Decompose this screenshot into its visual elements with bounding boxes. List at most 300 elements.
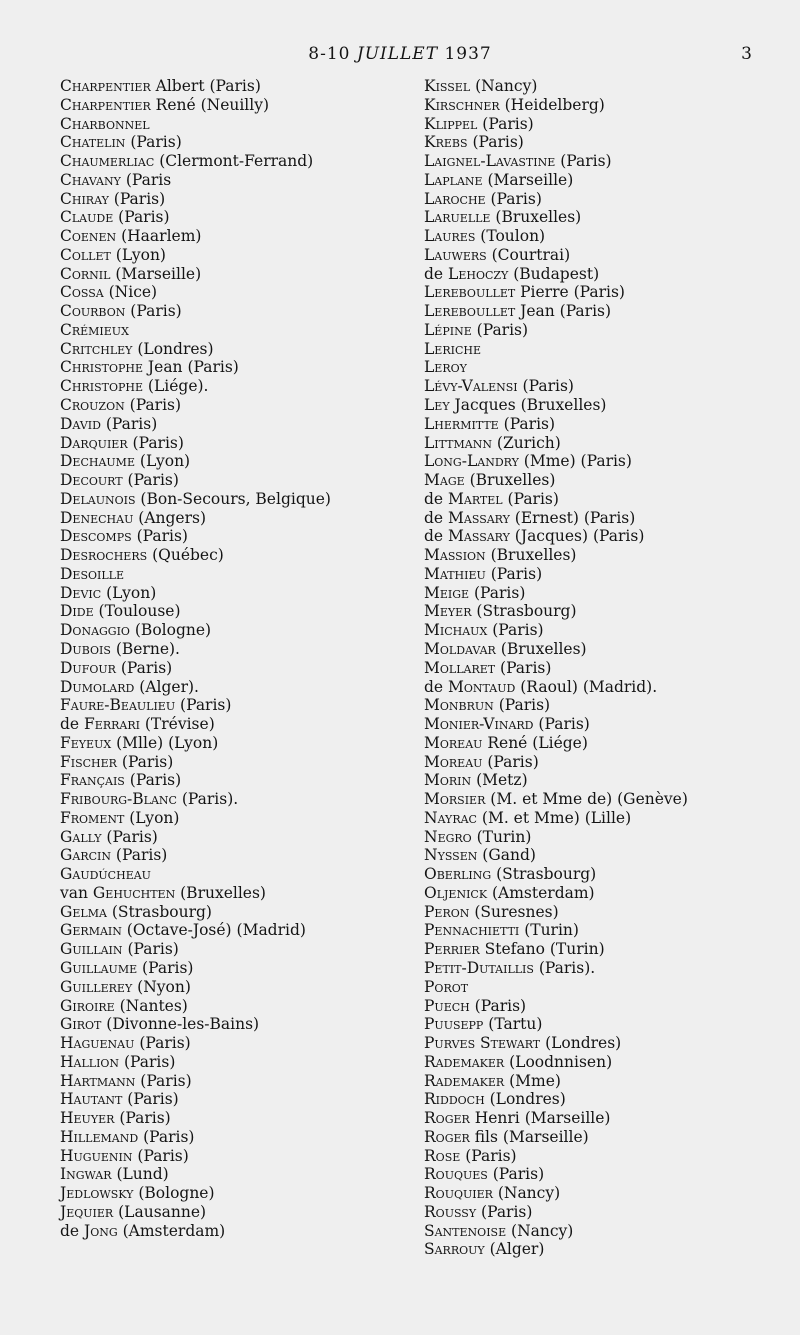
participant-surname: Dide — [60, 602, 94, 621]
participant-details: (Paris) — [108, 189, 166, 208]
participant-details: (Haarlem) — [116, 227, 202, 246]
participant-details: (Lyon) — [124, 808, 180, 827]
participant-entry — [60, 734, 400, 753]
participant-details: (Mlle) (Lyon) — [111, 733, 219, 752]
header-date-day: 8-10 — [308, 44, 357, 64]
participant-details: (Paris) — [477, 114, 534, 133]
participant-entry — [60, 959, 400, 978]
participant-surname: Hallion — [60, 1052, 120, 1071]
participant-entry — [424, 96, 794, 115]
participant-entry — [424, 152, 794, 171]
participant-particle: de — [424, 508, 449, 527]
participant-entry — [424, 790, 794, 809]
participant-details: (Paris) — [487, 1165, 545, 1184]
participant-entry — [424, 715, 794, 734]
participant-entry — [60, 546, 400, 565]
participant-details: (Paris) — [485, 564, 543, 583]
participant-surname: Santenoise — [424, 1221, 507, 1240]
participant-entry — [424, 678, 794, 697]
participant-details: (Paris) — [131, 527, 188, 546]
participant-entry — [424, 771, 794, 790]
participant-details: (Jacques) (Paris) — [509, 527, 645, 546]
participant-entry — [424, 115, 794, 134]
participant-entry — [424, 1034, 794, 1053]
participant-surname: Roger — [424, 1127, 470, 1146]
participant-entry — [60, 152, 400, 171]
participant-entry — [424, 509, 794, 528]
participant-entry — [424, 659, 794, 678]
participant-surname: Massion — [424, 546, 486, 565]
participant-surname: Petit-Dutaillis — [424, 958, 534, 977]
participant-entry — [60, 1147, 400, 1166]
participant-entry — [424, 471, 794, 490]
participant-surname: Collet — [60, 245, 111, 264]
participant-surname: Jedlowsky — [60, 1184, 134, 1203]
participant-entry — [60, 1090, 400, 1109]
participant-surname: Gally — [60, 827, 102, 846]
participant-entry — [60, 809, 400, 828]
participant-details: (Paris). — [533, 958, 596, 977]
participant-details: (Lausanne) — [113, 1202, 207, 1221]
participant-surname: Pennachietti — [424, 921, 520, 940]
participant-details: (Paris) — [555, 152, 612, 171]
participant-entry — [60, 133, 400, 152]
participant-entry — [60, 978, 400, 997]
participant-entry — [60, 753, 400, 772]
participant-details: (Strasbourg) — [491, 865, 597, 884]
participant-details: (Paris) — [111, 846, 168, 865]
participant-details: (Octave-José) (Madrid) — [121, 921, 306, 940]
participant-surname: Fischer — [60, 752, 117, 771]
participant-surname: Lauwers — [424, 245, 487, 264]
participant-entry — [60, 340, 400, 359]
participant-entry — [60, 790, 400, 809]
participant-details: (Paris) — [469, 996, 527, 1015]
participant-details: (Lyon) — [101, 583, 157, 602]
participant-entry — [60, 509, 400, 528]
participant-surname: Garcin — [60, 846, 111, 865]
participant-details: (Québec) — [147, 546, 224, 565]
participant-details: (Paris) — [487, 621, 544, 640]
participant-surname: Jong — [84, 1221, 118, 1240]
participant-details: (Turin) — [519, 921, 579, 940]
participant-entry — [424, 921, 794, 940]
participant-details: (Bruxelles) — [485, 546, 577, 565]
participant-entry — [60, 1184, 400, 1203]
participant-surname: Lépine — [424, 320, 472, 339]
participant-details: (Paris) — [469, 583, 526, 602]
participant-surname: Leriche — [424, 339, 481, 358]
participant-surname: Decourt — [60, 471, 123, 490]
participant-surname: Fribourg-Blanc — [60, 790, 177, 809]
participant-entry — [424, 283, 794, 302]
participant-details: (Paris) — [493, 696, 551, 715]
participant-entry — [60, 678, 400, 697]
participant-surname: Denechau — [60, 508, 134, 527]
participant-surname: Long-Landry — [424, 452, 519, 471]
participant-details: (Amsterdam) — [487, 883, 595, 902]
participant-details: Jean (Paris) — [143, 358, 239, 377]
participant-details: (Bruxelles) — [464, 471, 556, 490]
participant-details: (Nantes) — [114, 996, 188, 1015]
participant-surname: Gehuchten — [92, 883, 176, 902]
participant-details: Henri (Marseille) — [469, 1109, 611, 1128]
participant-entry — [60, 115, 400, 134]
participant-entry — [424, 1015, 794, 1034]
participant-entry — [60, 621, 400, 640]
participant-surname: Morsier — [424, 790, 486, 809]
participant-entry — [60, 1165, 400, 1184]
participant-surname: Morin — [424, 771, 472, 790]
participant-entry — [424, 1053, 794, 1072]
participant-details: (Paris) — [113, 208, 170, 227]
participant-entry — [60, 565, 400, 584]
participant-details: (Lund) — [111, 1165, 169, 1184]
header-date-year: 1937 — [438, 44, 492, 64]
participant-details: (Paris) — [127, 433, 184, 452]
participant-surname: Meyer — [424, 602, 472, 621]
participant-surname: Christophe — [60, 358, 143, 377]
participant-surname: Dechaume — [60, 452, 135, 471]
participant-surname: Kirschner — [424, 95, 500, 114]
participant-surname: Ferrari — [84, 715, 140, 734]
participant-details: (Paris) — [467, 133, 524, 152]
participant-particle: de — [60, 715, 85, 734]
participant-surname: Chaumerliac — [60, 152, 155, 171]
header-date — [0, 44, 800, 64]
participant-entry — [60, 640, 400, 659]
participant-entry — [60, 1203, 400, 1222]
participant-entry — [60, 283, 400, 302]
participant-details: (Gand) — [477, 846, 536, 865]
participant-entry — [424, 527, 794, 546]
participant-surname: Charbonnel — [60, 114, 150, 133]
participant-details: (Trévise) — [139, 715, 215, 734]
participant-entry — [424, 1109, 794, 1128]
participant-surname: Mage — [424, 471, 465, 490]
participant-surname: Laplane — [424, 170, 483, 189]
participant-surname: Rademaker — [424, 1071, 505, 1090]
participant-entry — [424, 828, 794, 847]
participant-surname: Mathieu — [424, 564, 486, 583]
participant-entry — [60, 452, 400, 471]
participant-details: (Strasbourg) — [106, 902, 212, 921]
participant-details: (Paris) — [122, 471, 179, 490]
participant-details: (Paris) — [134, 1034, 191, 1053]
participant-details: (Paris) — [124, 771, 182, 790]
participant-entry — [424, 903, 794, 922]
participant-entry — [424, 959, 794, 978]
participant-entry — [424, 640, 794, 659]
participant-surname: Faure-Beaulieu — [60, 696, 176, 715]
participant-details: (Tartu) — [483, 1015, 543, 1034]
participant-surname: Krebs — [424, 133, 468, 152]
participant-details: (Paris) — [517, 377, 574, 396]
participant-entry — [60, 1015, 400, 1034]
participant-surname: Porot — [424, 977, 469, 996]
participant-entry — [424, 77, 794, 96]
participant-surname: Rouquier — [424, 1184, 493, 1203]
participant-particle: de — [424, 489, 449, 508]
participant-surname: Français — [60, 771, 125, 790]
participant-surname: Chavany — [60, 170, 121, 189]
participant-surname: Crouzon — [60, 396, 125, 415]
participant-details: (Divonne-les-Bains) — [101, 1015, 260, 1034]
participant-details: (Paris) — [115, 658, 173, 677]
participant-entry — [424, 396, 794, 415]
participant-particle: de — [424, 527, 449, 546]
participant-surname: Haguenau — [60, 1034, 135, 1053]
participant-entry — [60, 302, 400, 321]
participant-surname: Martel — [448, 489, 503, 508]
participant-details: (Paris) — [502, 489, 559, 508]
participant-surname: Hartmann — [60, 1071, 136, 1090]
participant-surname: Desoille — [60, 564, 124, 583]
participant-entry — [60, 584, 400, 603]
participant-surname: Dubois — [60, 639, 111, 658]
participant-entry — [424, 940, 794, 959]
participant-surname: Froment — [60, 808, 125, 827]
participant-entry — [60, 828, 400, 847]
participant-entry — [424, 565, 794, 584]
participant-entry — [60, 1072, 400, 1091]
participant-surname: Massary — [448, 527, 510, 546]
participant-details: (Paris) — [482, 752, 539, 771]
participant-details: (Paris) — [138, 1127, 195, 1146]
participant-entry — [424, 133, 794, 152]
participant-entry — [60, 903, 400, 922]
participant-entry — [424, 865, 794, 884]
participant-surname: Claude — [60, 208, 114, 227]
participant-surname: Laroche — [424, 189, 486, 208]
participant-details: (Budapest) — [508, 264, 600, 283]
participant-entry — [424, 190, 794, 209]
participant-details: (Paris) — [116, 752, 174, 771]
participant-entry — [424, 490, 794, 509]
participant-list-left — [60, 77, 400, 1240]
participant-entry — [424, 321, 794, 340]
participant-details: (Bruxelles) — [495, 639, 587, 658]
participant-entry — [424, 621, 794, 640]
participant-details: (Londres) — [132, 339, 214, 358]
participant-details: (Berne). — [110, 639, 180, 658]
participant-surname: Hautant — [60, 1090, 123, 1109]
participant-details: (Paris) — [124, 396, 182, 415]
participant-details: (Paris) — [101, 827, 158, 846]
participant-surname: Huguenin — [60, 1146, 133, 1165]
participant-surname: Lévy-Valensi — [424, 377, 518, 396]
participant-entry — [424, 1090, 794, 1109]
participant-surname: Riddoch — [424, 1090, 485, 1109]
participant-entry — [60, 884, 400, 903]
participant-entry — [60, 846, 400, 865]
participant-details: (Toulon) — [475, 227, 546, 246]
participant-entry — [424, 1147, 794, 1166]
participant-surname: Feyeux — [60, 733, 112, 752]
participant-details: René (Neuilly) — [150, 95, 270, 114]
participant-surname: Charpentier — [60, 95, 151, 114]
participant-details: (Bon-Secours, Belgique) — [135, 489, 331, 508]
participant-details: (Amsterdam) — [117, 1221, 226, 1240]
participant-entry — [424, 1128, 794, 1147]
participant-entry — [424, 602, 794, 621]
participant-entry — [424, 302, 794, 321]
participant-entry — [424, 884, 794, 903]
participant-entry — [60, 265, 400, 284]
participant-entry — [60, 865, 400, 884]
participant-surname: Christophe — [60, 377, 143, 396]
participant-surname: Monbrun — [424, 696, 494, 715]
participant-entry — [60, 396, 400, 415]
participant-surname: Klippel — [424, 114, 478, 133]
participant-details: (Bruxelles) — [175, 883, 266, 902]
participant-surname: Chatelin — [60, 133, 126, 152]
participant-entry — [424, 753, 794, 772]
participant-surname: Guillaume — [60, 958, 138, 977]
participant-details: (Bologne) — [133, 1184, 215, 1203]
participant-entry — [60, 96, 400, 115]
participant-entry — [60, 471, 400, 490]
participant-entry — [60, 527, 400, 546]
participant-details: (Paris) — [471, 320, 529, 339]
participant-details: (Ernest) (Paris) — [509, 508, 636, 527]
participant-particle: van — [60, 883, 93, 902]
participant-details: (Suresnes) — [469, 902, 559, 921]
participant-surname: Guillain — [60, 940, 123, 959]
participant-entry — [424, 1165, 794, 1184]
participant-details: (Paris) — [533, 715, 590, 734]
participant-details: (Alger) — [484, 1240, 545, 1259]
participant-details: (M. et Mme de) (Genève) — [485, 790, 688, 809]
participant-details: René (Liége) — [482, 733, 588, 752]
participant-surname: Giroire — [60, 996, 115, 1015]
participant-details: (Zurich) — [491, 433, 561, 452]
participant-list-right — [424, 77, 794, 1259]
participant-details: (Raoul) (Madrid). — [515, 677, 658, 696]
participant-surname: Purves Stewart — [424, 1034, 541, 1053]
participant-details: (Angers) — [133, 508, 206, 527]
participant-details: (Turin) — [471, 827, 532, 846]
participant-details: (Strasbourg) — [471, 602, 577, 621]
participant-surname: Montaud — [448, 677, 516, 696]
participant-entry — [60, 358, 400, 377]
participant-entry — [424, 434, 794, 453]
participant-details: (M. et Mme) (Lille) — [476, 808, 632, 827]
participant-details: (Paris) — [119, 1052, 176, 1071]
participant-surname: Lereboullet — [424, 302, 516, 321]
participant-details: (Clermont-Ferrand) — [154, 152, 314, 171]
participant-entry — [424, 377, 794, 396]
participant-surname: Negro — [424, 827, 472, 846]
participant-details: Jacques (Bruxelles) — [449, 396, 607, 415]
page-number: 3 — [741, 44, 752, 64]
participant-entry — [60, 1222, 400, 1241]
participant-surname: Hillemand — [60, 1127, 139, 1146]
participant-entry — [424, 171, 794, 190]
participant-details: (Mme) — [504, 1071, 561, 1090]
participant-entry — [60, 696, 400, 715]
participant-details: (Londres) — [540, 1034, 622, 1053]
participant-entry — [60, 921, 400, 940]
participant-details: (Mme) (Paris) — [518, 452, 632, 471]
participant-surname: Cossa — [60, 283, 104, 302]
participant-entry — [60, 77, 400, 96]
participant-details: (Paris) — [122, 1090, 179, 1109]
participant-surname: Laignel-Lavastine — [424, 152, 556, 171]
participant-entry — [424, 1240, 794, 1259]
participant-surname: Leroy — [424, 358, 467, 377]
participant-details: (Nancy) — [492, 1184, 561, 1203]
participant-details: (Paris). — [176, 790, 239, 809]
participant-details: (Paris — [120, 170, 172, 189]
participant-details: (Paris) — [137, 958, 194, 977]
participant-surname: Chiray — [60, 189, 109, 208]
participant-surname: Heuyer — [60, 1109, 115, 1128]
participant-details: (Paris) — [476, 1202, 533, 1221]
participant-surname: Monier-Vinard — [424, 715, 534, 734]
participant-entry — [424, 1072, 794, 1091]
participant-surname: Dufour — [60, 658, 116, 677]
participant-entry — [60, 1109, 400, 1128]
participant-entry — [60, 659, 400, 678]
participant-details: (Liége). — [143, 377, 209, 396]
participant-entry — [424, 546, 794, 565]
participant-details: (Paris) — [114, 1109, 171, 1128]
participant-entry — [424, 809, 794, 828]
participant-details: (Nyon) — [132, 977, 191, 996]
participant-entry — [424, 227, 794, 246]
participant-details: (Toulouse) — [93, 602, 181, 621]
participant-entry — [424, 1184, 794, 1203]
participant-details: (Paris) — [132, 1146, 189, 1165]
participant-details: (Bologne) — [129, 621, 212, 640]
participant-entry — [424, 358, 794, 377]
participant-surname: Laures — [424, 227, 476, 246]
participant-surname: Descomps — [60, 527, 132, 546]
participant-surname: Rademaker — [424, 1052, 505, 1071]
participant-surname: Perrier — [424, 940, 480, 959]
participant-surname: Nyssen — [424, 846, 478, 865]
participant-surname: Desrochers — [60, 546, 148, 565]
participant-surname: Roger — [424, 1109, 470, 1128]
participant-entry — [60, 771, 400, 790]
participant-surname: Massary — [448, 508, 510, 527]
participant-details: (Paris) — [460, 1146, 517, 1165]
participant-entry — [424, 734, 794, 753]
participant-details: (Paris) — [175, 696, 232, 715]
participant-entry — [60, 1053, 400, 1072]
participant-details: (Paris) — [100, 414, 158, 433]
participant-entry — [424, 1203, 794, 1222]
header-date-month: JUILLET — [356, 44, 439, 64]
participant-surname: Dumolard — [60, 677, 135, 696]
participant-entry — [424, 584, 794, 603]
participant-details: Stefano (Turin) — [479, 940, 605, 959]
participant-details: (Paris) — [125, 133, 182, 152]
participant-surname: Peron — [424, 902, 470, 921]
participant-details: (Londres) — [484, 1090, 566, 1109]
participant-details: (Courtrai) — [486, 245, 571, 264]
participant-surname: Oljenick — [424, 883, 488, 902]
participant-entry — [60, 490, 400, 509]
participant-particle: de — [60, 1221, 85, 1240]
participant-surname: Critchley — [60, 339, 133, 358]
participant-entry — [60, 208, 400, 227]
participant-entry — [424, 208, 794, 227]
participant-surname: Puech — [424, 996, 470, 1015]
participant-details: (Alger). — [134, 677, 199, 696]
participant-details: (Heidelberg) — [499, 95, 605, 114]
